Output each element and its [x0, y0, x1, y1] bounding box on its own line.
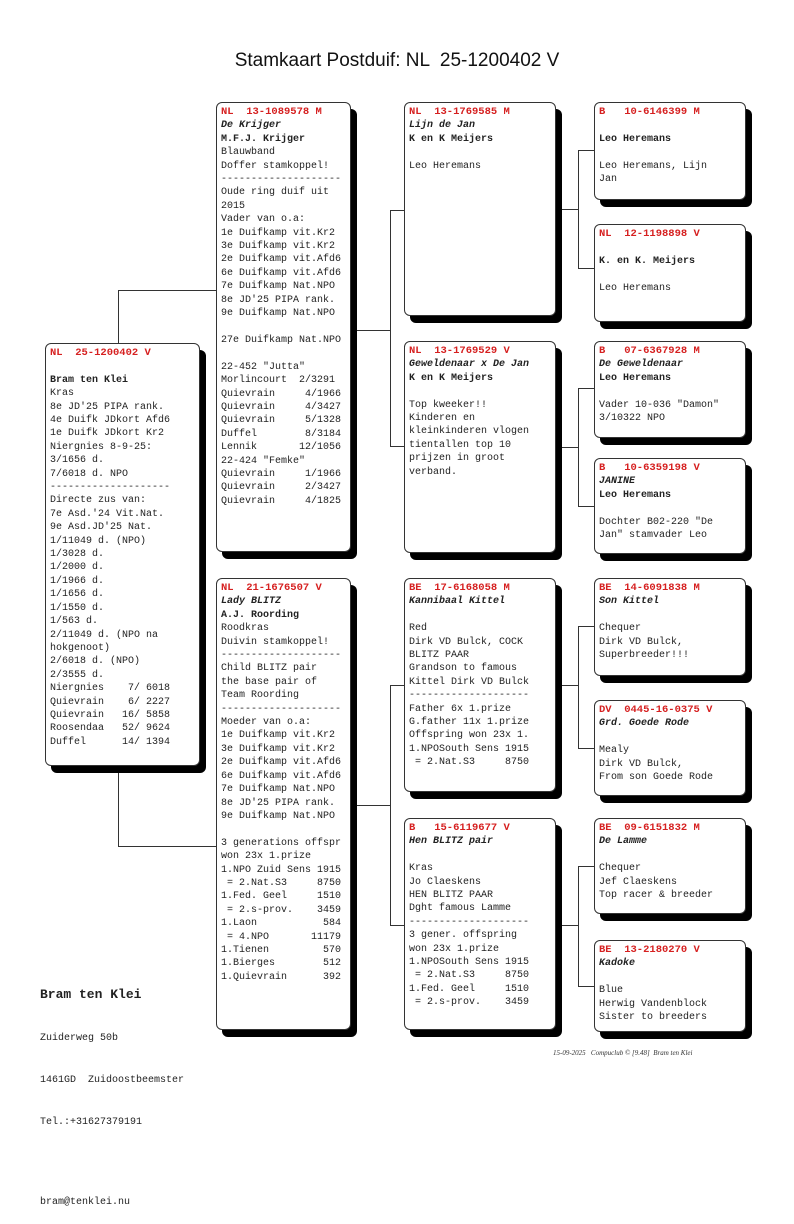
info-line: 3e Duifkamp vit.Kr2 — [221, 743, 336, 755]
ring-number: NL 21-1676507 V — [221, 582, 322, 594]
info-line — [409, 146, 551, 159]
info-line: Blauwband — [221, 147, 276, 159]
connector — [118, 290, 216, 291]
info-line: Dght famous Lamme — [409, 903, 512, 915]
ring-number: NL 13-1769585 M — [409, 106, 510, 118]
connector — [578, 268, 594, 269]
info-line: 1.NPOSouth Sens 1915 — [409, 957, 530, 969]
pigeon-card-subject — [45, 343, 200, 766]
info-line: Oude ring duif uit — [221, 187, 330, 199]
pigeon-name: JANINE — [599, 476, 636, 488]
ring-number: BE 13-2180270 V — [599, 944, 700, 956]
info-line: 7/6018 d. NPO — [50, 468, 129, 480]
info-line: Niergnies 7/ 6018 — [50, 683, 171, 695]
breeder-info — [40, 958, 184, 1224]
info-line: prijzen in groot — [409, 453, 506, 465]
info-line: 3 generations offspr — [221, 837, 342, 849]
owner: K en K Meijers — [409, 133, 494, 145]
info-line: Offspring won 23x 1. — [409, 730, 530, 742]
info-line — [221, 321, 346, 334]
info-line: Quievrain 1/1966 — [221, 468, 342, 480]
info-line: = 2.Nat.S3 8750 — [221, 877, 342, 889]
pigeon-name: De Geweldenaar — [599, 359, 684, 371]
info-line: Leo Heremans, Lijn — [599, 160, 708, 172]
info-line: 1/1550 d. — [50, 602, 105, 614]
info-line: Team Roording — [221, 690, 300, 702]
connector — [390, 210, 404, 211]
info-line: 1.Fed. Geel 1510 — [409, 983, 530, 995]
info-line: 8e JD'25 PIPA rank. — [221, 797, 336, 809]
pigeon-card-ggp-3 — [594, 341, 746, 438]
connector — [578, 866, 594, 867]
info-line: From son Goede Rode — [599, 772, 714, 784]
info-line: 2/11049 d. (NPO na — [50, 629, 159, 641]
info-line: -------------------- — [409, 916, 530, 928]
owner — [409, 849, 551, 862]
pigeon-card-ggp-4 — [594, 458, 746, 554]
info-line: hokgenoot) — [50, 642, 111, 654]
info-line: 6e Duifkamp vit.Afd6 — [221, 770, 342, 782]
info-line: verband. — [409, 466, 458, 478]
info-line: 9e Duifkamp Nat.NPO — [221, 308, 336, 320]
ring-number: B 10-6146399 M — [599, 106, 700, 118]
owner: Leo Heremans — [599, 133, 672, 145]
info-line: 1.NPO Zuid Sens 1915 — [221, 864, 342, 876]
info-line: 7e Asd.'24 Vit.Nat. — [50, 508, 165, 520]
info-line: BLITZ PAAR — [409, 650, 470, 662]
breeder-email: bram@tenklei.nu — [40, 1197, 131, 1208]
owner: Leo Heremans — [599, 489, 672, 501]
info-line: Quievrain 5/1328 — [221, 415, 342, 427]
pigeon-name — [599, 241, 741, 254]
info-line: Top racer & breeder — [599, 890, 714, 902]
connector — [390, 210, 391, 446]
connector — [578, 388, 579, 506]
connector — [578, 150, 594, 151]
connector — [118, 290, 119, 343]
ring-number: NL 12-1198898 V — [599, 228, 700, 240]
pigeon-name: De Lamme — [599, 836, 648, 848]
info-line: Vader 10-036 "Damon" — [599, 399, 720, 411]
info-line: 1.Laon 584 — [221, 918, 342, 930]
connector — [578, 748, 594, 749]
info-line: Quievrain 6/ 2227 — [50, 696, 171, 708]
pigeon-card-gp-ss — [404, 102, 556, 316]
info-line: 3e Duifkamp vit.Kr2 — [221, 241, 336, 253]
info-line — [599, 268, 741, 281]
info-line: Duffel 8/3184 — [221, 428, 342, 440]
pigeon-name: Kannibaal Kittel — [409, 596, 506, 608]
info-line: -------------------- — [221, 650, 342, 662]
owner — [599, 609, 741, 622]
info-line: 1e Duifkamp vit.Kr2 — [221, 227, 336, 239]
info-line: 1/1966 d. — [50, 575, 105, 587]
info-line: Dirk VD Bulck, — [599, 636, 684, 648]
info-line — [599, 146, 741, 159]
info-line: 2015 — [221, 200, 246, 212]
connector — [390, 685, 391, 925]
info-line: Sister to breeders — [599, 1012, 708, 1024]
info-line — [409, 385, 551, 398]
info-line: Jan — [599, 174, 618, 185]
breeder-street: Zuiderweg 50b — [40, 1033, 119, 1044]
info-line: 1.NPOSouth Sens 1915 — [409, 743, 530, 755]
info-line: Kittel Dirk VD Bulck — [409, 676, 530, 688]
ring-number: BE 14-6091838 M — [599, 582, 700, 594]
pigeon-card-ggp-2 — [594, 224, 746, 322]
pigeon-card-dam — [216, 578, 351, 1030]
pigeon-name: Kadoke — [599, 958, 636, 970]
connector — [562, 925, 578, 926]
connector — [578, 866, 579, 986]
info-line: Quievrain 4/3427 — [221, 401, 342, 413]
info-line: 1/2000 d. — [50, 562, 105, 574]
info-line: Moeder van o.a: — [221, 717, 312, 729]
info-line: 1/3028 d. — [50, 549, 105, 561]
pigeon-name: Lady BLITZ — [221, 596, 282, 608]
info-line: 6e Duifkamp vit.Afd6 — [221, 267, 342, 279]
info-line: 27e Duifkamp Nat.NPO — [221, 334, 342, 346]
info-line: Directe zus van: — [50, 495, 147, 507]
owner: Leo Heremans — [599, 372, 672, 384]
breeder-name: Bram ten Klei — [40, 987, 142, 1002]
info-line: the base pair of — [221, 676, 318, 688]
info-line: 3 gener. offspring — [409, 930, 518, 942]
owner — [599, 849, 741, 862]
info-line: Kras — [409, 863, 434, 875]
info-line: Child BLITZ pair — [221, 663, 318, 675]
info-line: 3/1656 d. — [50, 455, 105, 467]
info-line: 2e Duifkamp vit.Afd6 — [221, 757, 342, 769]
pigeon-name — [599, 119, 741, 132]
info-line: 8e JD'25 PIPA rank. — [221, 294, 336, 306]
info-line: Duivin stamkoppel! — [221, 636, 330, 648]
info-line: Grandson to famous — [409, 663, 518, 675]
info-line: 1.Tienen 570 — [221, 944, 342, 956]
info-line: won 23x 1.prize — [221, 851, 312, 863]
info-line: 2/6018 d. (NPO) — [50, 656, 141, 668]
info-line — [599, 385, 741, 398]
info-line: 1.Fed. Geel 1510 — [221, 891, 342, 903]
pigeon-card-ggp-5 — [594, 578, 746, 676]
info-line: 2e Duifkamp vit.Afd6 — [221, 254, 342, 266]
info-line: Jo Claeskens — [409, 876, 482, 888]
breeder-phone: Tel.:+31627379191 — [40, 1117, 143, 1128]
info-line: 22-452 "Jutta" — [221, 361, 306, 373]
page-title: Stamkaart Postduif: NL 25-1200402 V — [234, 50, 560, 71]
info-line — [221, 347, 346, 360]
connector — [390, 446, 404, 447]
info-line: Roodkras — [221, 623, 270, 635]
info-line: Leo Heremans — [409, 160, 482, 172]
info-line: = 2.s-prov. 3459 — [221, 904, 342, 916]
connector — [118, 772, 119, 846]
info-line: Niergnies 8-9-25: — [50, 441, 153, 453]
info-line: 1/563 d. — [50, 616, 99, 628]
info-line: Kras — [50, 388, 75, 400]
info-line: Chequer — [599, 623, 642, 635]
info-line: Mealy — [599, 745, 630, 757]
pigeon-card-sire — [216, 102, 351, 552]
connector — [562, 685, 578, 686]
ring-number: DV 0445-16-0375 V — [599, 704, 713, 716]
info-line: 1/11049 d. (NPO) — [50, 535, 147, 547]
info-line: 1e Duifkamp vit.Kr2 — [221, 730, 336, 742]
info-line: Quievrain 4/1966 — [221, 388, 342, 400]
info-line: Father 6x 1.prize — [409, 703, 512, 715]
info-line: 1e Duifk JDkort Kr2 — [50, 428, 165, 440]
info-line: Roosendaa 52/ 9624 — [50, 723, 171, 735]
owner: A.J. Roording — [221, 609, 300, 621]
pigeon-name: Geweldenaar x De Jan — [409, 359, 530, 371]
pigeon-card-ggp-8 — [594, 940, 746, 1032]
info-line: 1.Bierges 512 — [221, 958, 342, 970]
info-line: Lennik 12/1056 — [221, 442, 342, 454]
info-line: = 2.s-prov. 3459 — [409, 997, 530, 1009]
ring-number: BE 09-6151832 M — [599, 822, 700, 834]
info-line — [221, 823, 346, 836]
pigeon-name: Lijn de Jan — [409, 120, 476, 132]
info-line: 7e Duifkamp Nat.NPO — [221, 281, 336, 293]
pigeon-card-gp-sd — [404, 341, 556, 553]
info-line: 9e Asd.JD'25 Nat. — [50, 522, 153, 534]
ring-number: NL 13-1769529 V — [409, 345, 510, 357]
pigeon-card-gp-ds — [404, 578, 556, 792]
info-line: kleinkinderen vlogen — [409, 426, 530, 438]
info-line: Jef Claeskens — [599, 876, 678, 888]
connector — [390, 925, 404, 926]
info-line: 22-424 "Femke" — [221, 455, 306, 467]
info-line: -------------------- — [221, 703, 342, 715]
info-line: -------------------- — [50, 482, 171, 494]
info-line: = 4.NPO 11179 — [221, 931, 342, 943]
connector — [118, 846, 216, 847]
connector — [357, 330, 390, 331]
pigeon-name: Hen BLITZ pair — [409, 836, 494, 848]
connector — [578, 388, 594, 389]
owner: K en K Meijers — [409, 372, 494, 384]
connector — [357, 805, 390, 806]
owner — [599, 971, 741, 984]
info-line: Jan" stamvader Leo — [599, 530, 708, 542]
info-line: 8e JD'25 PIPA rank. — [50, 401, 165, 413]
info-line: Quievrain 2/3427 — [221, 482, 342, 494]
info-line: 2/3555 d. — [50, 669, 105, 681]
info-line: Doffer stamkoppel! — [221, 160, 330, 172]
info-line: Morlincourt 2/3291 — [221, 375, 336, 387]
info-line: Red — [409, 623, 428, 635]
pigeon-card-ggp-1 — [594, 102, 746, 200]
info-line: Blue — [599, 985, 624, 997]
info-line: Chequer — [599, 863, 642, 875]
pigeon-card-gp-dd — [404, 818, 556, 1030]
owner: Bram ten Klei — [50, 374, 129, 386]
info-line: 9e Duifkamp Nat.NPO — [221, 810, 336, 822]
info-line: G.father 11x 1.prize — [409, 717, 530, 729]
info-line — [599, 502, 741, 515]
pigeon-name: De Krijger — [221, 120, 282, 132]
info-line: HEN BLITZ PAAR — [409, 890, 494, 902]
info-line: Dirk VD Bulck, — [599, 758, 684, 770]
connector — [578, 506, 594, 507]
pigeon-name: Son Kittel — [599, 596, 660, 608]
ring-number: NL 25-1200402 V — [50, 347, 151, 359]
ring-number: NL 13-1089578 M — [221, 106, 322, 118]
info-line: 1.Quievrain 392 — [221, 971, 342, 983]
connector — [562, 447, 578, 448]
info-line: Vader van o.a: — [221, 214, 306, 226]
info-line: Quievrain 16/ 5858 — [50, 709, 171, 721]
breeder-city: 1461GD Zuidoostbeemster — [40, 1075, 185, 1086]
info-line: 1/1656 d. — [50, 589, 105, 601]
pigeon-name — [50, 360, 195, 373]
owner — [409, 609, 551, 622]
connector — [578, 986, 594, 987]
connector — [578, 626, 579, 748]
info-line: 3/10322 NPO — [599, 413, 666, 425]
pigeon-card-ggp-6 — [594, 700, 746, 796]
info-line: -------------------- — [221, 174, 342, 186]
owner — [599, 731, 741, 744]
info-line: Top kweeker!! — [409, 399, 488, 411]
owner: M.F.J. Krijger — [221, 133, 306, 145]
info-line: = 2.Nat.S3 8750 — [409, 757, 530, 769]
footer: 15-09-2025 Compuclub © [9.48] Bram ten Klei — [553, 1049, 693, 1057]
ring-number: B 10-6359198 V — [599, 462, 700, 474]
info-line: Dirk VD Bulck, COCK — [409, 636, 524, 648]
connector — [390, 685, 404, 686]
pigeon-name: Grd. Goede Rode — [599, 718, 690, 730]
info-line: 4e Duifk JDkort Afd6 — [50, 415, 171, 427]
info-line: = 2.Nat.S3 8750 — [409, 970, 530, 982]
ring-number: B 07-6367928 M — [599, 345, 700, 357]
info-line: Dochter B02-220 "De — [599, 516, 714, 528]
connector — [562, 209, 578, 210]
info-line: Quievrain 4/1825 — [221, 495, 342, 507]
info-line: won 23x 1.prize — [409, 943, 500, 955]
info-line: Kinderen en — [409, 413, 476, 425]
owner: K. en K. Meijers — [599, 255, 696, 267]
connector — [578, 150, 579, 268]
connector — [578, 626, 594, 627]
ring-number: B 15-6119677 V — [409, 822, 510, 834]
pigeon-card-ggp-7 — [594, 818, 746, 914]
info-line: tientallen top 10 — [409, 439, 512, 451]
info-line: Superbreeder!!! — [599, 650, 690, 662]
ring-number: BE 17-6168058 M — [409, 582, 510, 594]
info-line: 7e Duifkamp Nat.NPO — [221, 784, 336, 796]
info-line: Duffel 14/ 1394 — [50, 736, 171, 748]
info-line: -------------------- — [409, 690, 530, 702]
info-line: Leo Heremans — [599, 282, 672, 294]
info-line: Herwig Vandenblock — [599, 998, 708, 1010]
